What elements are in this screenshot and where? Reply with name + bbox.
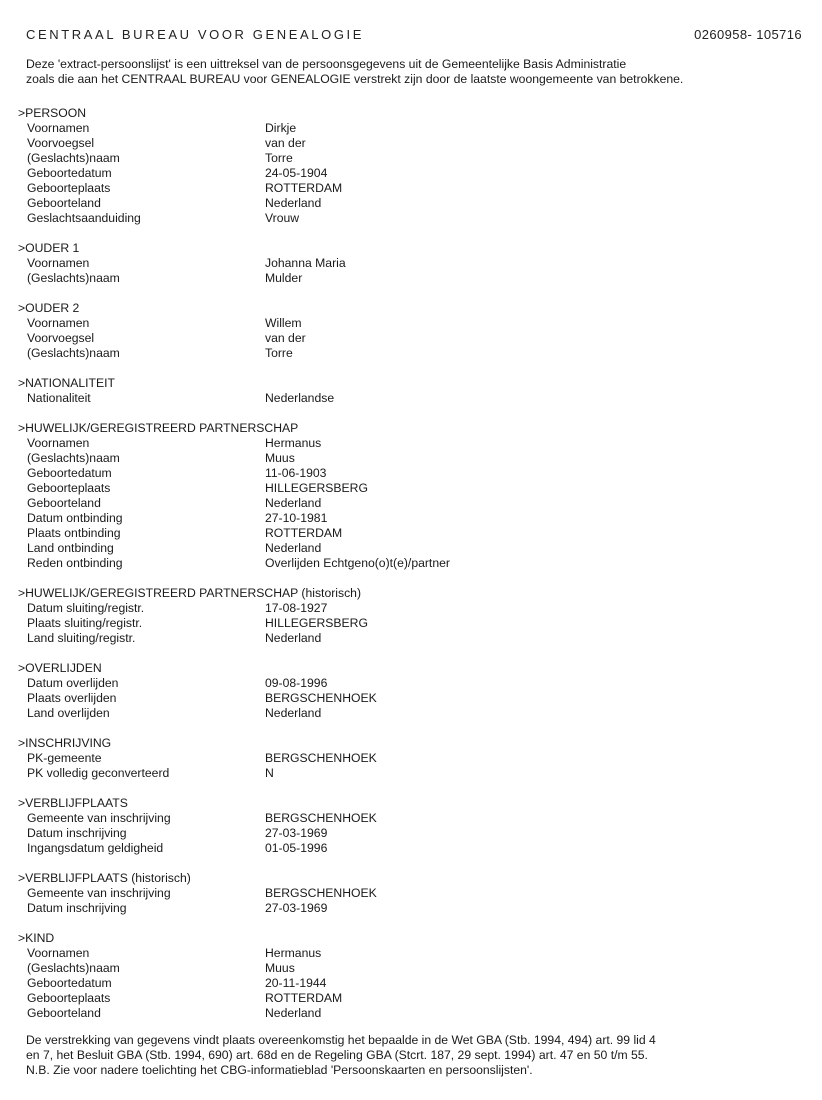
record-section xyxy=(18,586,798,646)
field-label: Land sluiting/registr. xyxy=(27,631,136,645)
record-section xyxy=(18,661,798,721)
field-value: Muus xyxy=(265,961,295,975)
field-value: 09-08-1996 xyxy=(265,676,328,690)
field-value: 17-08-1927 xyxy=(265,601,328,615)
field-label: Geboorteplaats xyxy=(27,181,111,195)
field-row xyxy=(18,256,798,271)
field-label: Gemeente van inschrijving xyxy=(27,811,171,825)
field-value: 27-03-1969 xyxy=(265,901,328,915)
field-row xyxy=(18,601,798,616)
field-value: BERGSCHENHOEK xyxy=(265,886,377,900)
field-value: Mulder xyxy=(265,271,303,285)
field-value: ROTTERDAM xyxy=(265,181,343,195)
field-value: 24-05-1904 xyxy=(265,166,328,180)
field-row xyxy=(18,616,798,631)
field-value: 11-06-1903 xyxy=(265,466,327,480)
field-row xyxy=(18,121,798,136)
field-label: Geboorteland xyxy=(27,1006,101,1020)
field-row xyxy=(18,391,798,406)
field-value: Torre xyxy=(265,151,293,165)
field-label: Geboortedatum xyxy=(27,166,112,180)
field-value: BERGSCHENHOEK xyxy=(265,751,377,765)
section-title: >PERSOON xyxy=(18,106,87,120)
field-value: HILLEGERSBERG xyxy=(265,616,368,630)
field-value: BERGSCHENHOEK xyxy=(265,691,377,705)
field-label: Geboortedatum xyxy=(27,976,112,990)
field-row xyxy=(18,811,798,826)
field-label: Geboorteplaats xyxy=(27,991,111,1005)
field-value: Dirkje xyxy=(265,121,297,135)
field-label: Ingangsdatum geldigheid xyxy=(27,841,164,855)
field-value: ROTTERDAM xyxy=(265,526,343,540)
field-row xyxy=(18,691,798,706)
field-label: (Geslachts)naam xyxy=(27,271,120,285)
field-value: HILLEGERSBERG xyxy=(265,481,368,495)
record-section xyxy=(18,931,798,1021)
field-row xyxy=(18,196,798,211)
intro-line: zoals die aan het CENTRAAL BUREAU voor GENEALOGIE verstrekt zijn door de laatste woongemeente van betrokkene. xyxy=(26,72,684,86)
field-value: BERGSCHENHOEK xyxy=(265,811,377,825)
record-section xyxy=(18,736,798,781)
field-label: Voornamen xyxy=(27,946,90,960)
field-label: (Geslachts)naam xyxy=(27,451,120,465)
record-section xyxy=(18,106,798,226)
field-label: Datum ontbinding xyxy=(27,511,123,525)
record-section xyxy=(18,421,798,571)
field-value: van der xyxy=(265,136,306,150)
field-label: Datum inschrijving xyxy=(27,901,127,915)
field-label: Datum overlijden xyxy=(27,676,119,690)
field-row xyxy=(18,901,798,916)
field-row xyxy=(18,316,798,331)
field-value: Nederlandse xyxy=(265,391,335,405)
record-section xyxy=(18,871,798,916)
field-label: Voornamen xyxy=(27,436,90,450)
field-label: Voornamen xyxy=(27,256,90,270)
legal-footer xyxy=(26,1033,796,1078)
field-label: Geboorteland xyxy=(27,196,101,210)
section-title: >HUWELIJK/GEREGISTREERD PARTNERSCHAP xyxy=(18,421,299,435)
field-row xyxy=(18,466,798,481)
field-value: van der xyxy=(265,331,306,345)
field-label: Geboortedatum xyxy=(27,466,112,480)
section-title: >HUWELIJK/GEREGISTREERD PARTNERSCHAP (historisch) xyxy=(18,586,362,600)
field-label: Geslachtsaanduiding xyxy=(27,211,141,225)
field-row xyxy=(18,841,798,856)
field-row xyxy=(18,976,798,991)
field-row xyxy=(18,331,798,346)
field-label: (Geslachts)naam xyxy=(27,961,120,975)
section-title: >INSCHRIJVING xyxy=(18,736,112,750)
record-section xyxy=(18,301,798,361)
field-row xyxy=(18,541,798,556)
field-row xyxy=(18,481,798,496)
field-label: Nationaliteit xyxy=(27,391,91,405)
field-value: Nederland xyxy=(265,631,322,645)
field-value: N xyxy=(265,766,274,780)
field-row xyxy=(18,826,798,841)
field-value: 01-05-1996 xyxy=(265,841,328,855)
field-value: Willem xyxy=(265,316,302,330)
field-row xyxy=(18,211,798,226)
field-label: Voornamen xyxy=(27,316,90,330)
field-row xyxy=(18,631,798,646)
field-row xyxy=(18,766,798,781)
field-label: Datum inschrijving xyxy=(27,826,127,840)
field-row xyxy=(18,166,798,181)
field-value: Hermanus xyxy=(265,946,322,960)
field-value: Overlijden Echtgeno(o)t(e)/partner xyxy=(265,556,450,570)
field-label: Land ontbinding xyxy=(27,541,114,555)
field-value: Nederland xyxy=(265,706,322,720)
field-value: Nederland xyxy=(265,196,322,210)
field-row xyxy=(18,496,798,511)
section-title: >VERBLIJFPLAATS xyxy=(18,796,128,810)
field-label: Plaats overlijden xyxy=(27,691,117,705)
document-header xyxy=(26,27,802,45)
field-row xyxy=(18,751,798,766)
field-row xyxy=(18,526,798,541)
section-title: >OUDER 1 xyxy=(18,241,80,255)
field-value: Torre xyxy=(265,346,293,360)
record-section xyxy=(18,376,798,406)
field-value: 27-10-1981 xyxy=(265,511,328,525)
field-row xyxy=(18,436,798,451)
field-label: (Geslachts)naam xyxy=(27,346,120,360)
field-value: ROTTERDAM xyxy=(265,991,343,1005)
field-label: Voornamen xyxy=(27,121,90,135)
field-label: Geboorteland xyxy=(27,496,101,510)
field-row xyxy=(18,181,798,196)
footer-line: en 7, het Besluit GBA (Stb. 1994, 690) art. 68d en de Regeling GBA (Stcrt. 187, 29 sept. 1994) art. 47 en 50 t/m 55. xyxy=(26,1048,648,1062)
field-row xyxy=(18,556,798,571)
section-title: >VERBLIJFPLAATS (historisch) xyxy=(18,871,191,885)
intro-text xyxy=(26,57,796,87)
field-label: Plaats sluiting/registr. xyxy=(27,616,143,630)
field-row xyxy=(18,886,798,901)
field-value: Vrouw xyxy=(265,211,300,225)
field-value: 20-11-1944 xyxy=(265,976,327,990)
footer-line: N.B. Zie voor nadere toelichting het CBG-informatieblad 'Persoonskaarten en persoonslijsten'. xyxy=(26,1063,533,1077)
field-row xyxy=(18,511,798,526)
field-value: Johanna Maria xyxy=(265,256,346,270)
field-label: Voorvoegsel xyxy=(27,331,95,345)
field-row xyxy=(18,706,798,721)
section-title: >OUDER 2 xyxy=(18,301,80,315)
field-label: Gemeente van inschrijving xyxy=(27,886,171,900)
document-number: 0260958- 105716 xyxy=(694,27,802,42)
intro-line: Deze 'extract-persoonslijst' is een uittreksel van de persoonsgegevens uit de Gemeentelijke Basis Administratie xyxy=(26,57,627,71)
field-label: (Geslachts)naam xyxy=(27,151,120,165)
field-row xyxy=(18,451,798,466)
section-title: >NATIONALITEIT xyxy=(18,376,115,390)
field-row xyxy=(18,271,798,286)
field-value: Nederland xyxy=(265,496,322,510)
organization-name: CENTRAAL BUREAU VOOR GENEALOGIE xyxy=(26,27,365,42)
field-value: Nederland xyxy=(265,541,322,555)
field-value: Nederland xyxy=(265,1006,322,1020)
field-row xyxy=(18,961,798,976)
field-label: Geboorteplaats xyxy=(27,481,111,495)
footer-line: De verstrekking van gegevens vindt plaats overeenkomstig het bepaalde in de Wet GBA (Stb. 1994, 494) art. 99 lid 4 xyxy=(26,1033,656,1047)
field-label: Plaats ontbinding xyxy=(27,526,121,540)
field-label: Land overlijden xyxy=(27,706,110,720)
record-sections xyxy=(18,106,798,1036)
field-label: PK-gemeente xyxy=(27,751,102,765)
field-row xyxy=(18,151,798,166)
section-title: >KIND xyxy=(18,931,55,945)
field-row xyxy=(18,136,798,151)
field-row xyxy=(18,676,798,691)
field-label: Voorvoegsel xyxy=(27,136,95,150)
record-section xyxy=(18,796,798,856)
field-row xyxy=(18,1006,798,1021)
section-title: >OVERLIJDEN xyxy=(18,661,102,675)
field-label: Reden ontbinding xyxy=(27,556,123,570)
field-row xyxy=(18,991,798,1006)
field-value: Hermanus xyxy=(265,436,322,450)
record-section xyxy=(18,241,798,286)
field-value: Muus xyxy=(265,451,295,465)
field-value: 27-03-1969 xyxy=(265,826,328,840)
field-row xyxy=(18,946,798,961)
field-label: Datum sluiting/registr. xyxy=(27,601,145,615)
field-label: PK volledig geconverteerd xyxy=(27,766,170,780)
field-row xyxy=(18,346,798,361)
